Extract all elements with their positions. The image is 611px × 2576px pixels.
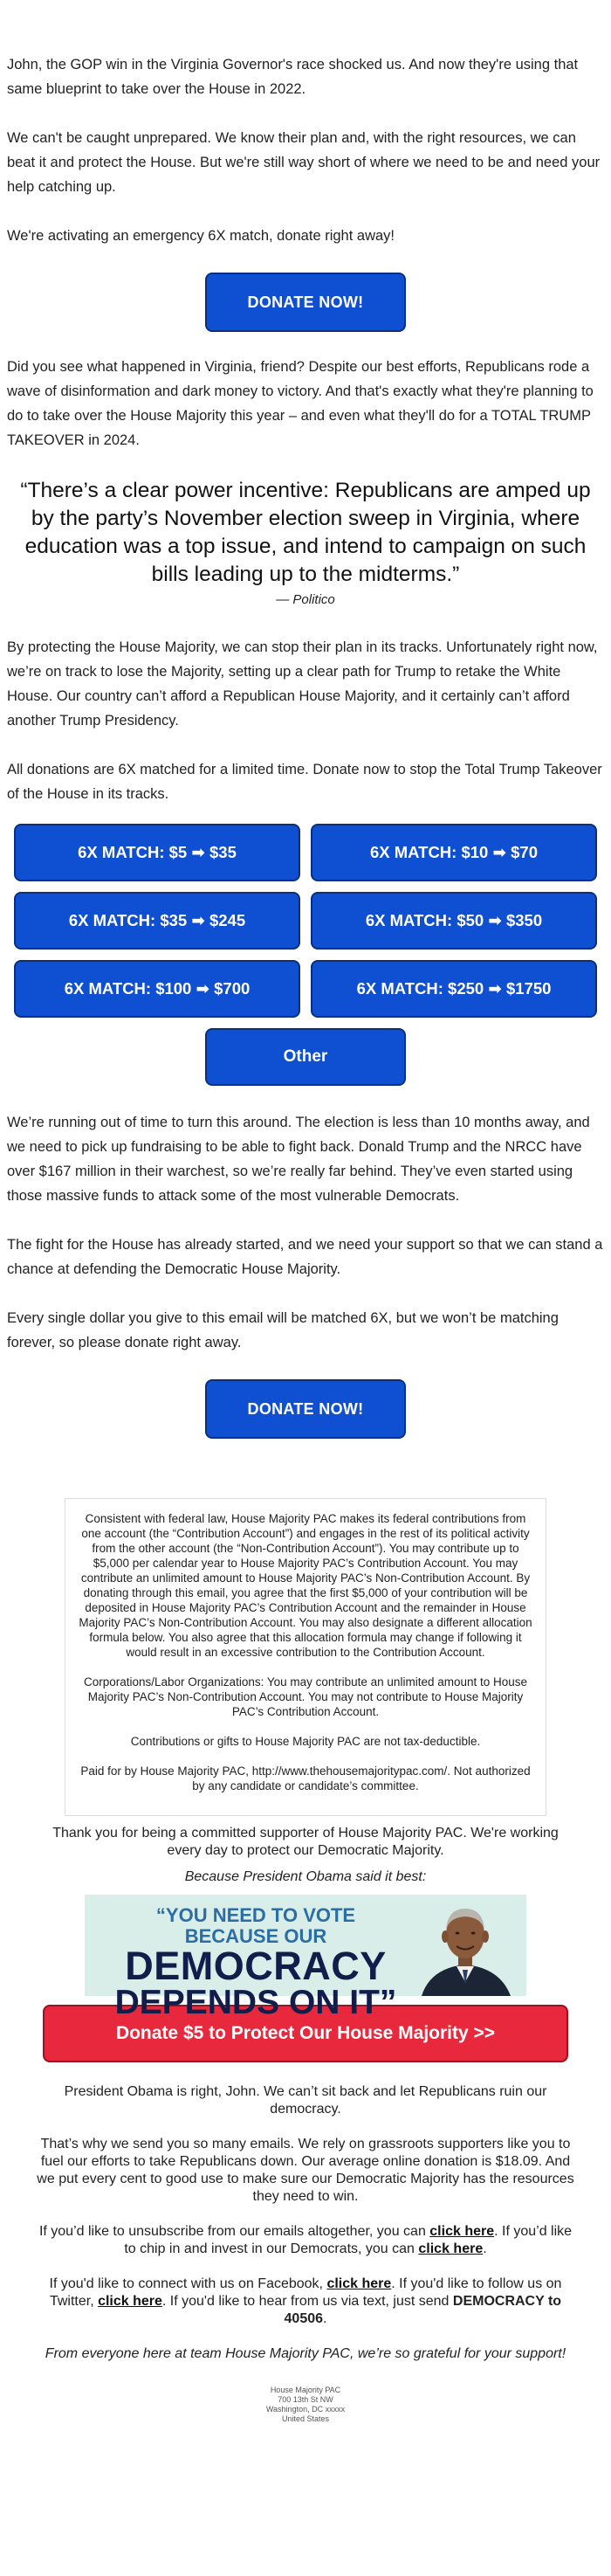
other-amount-button[interactable]: Other xyxy=(205,1028,406,1086)
body-paragraph: The fight for the House has already started, and we need your support so that we can stand a chance at defending the Democratic House Majority. xyxy=(7,1237,603,1277)
thanks-text: Thank you for being a committed supporter of House Majority PAC. We're working every day to protect our Democratic Majority. xyxy=(52,1826,559,1858)
other-amount-row xyxy=(7,1028,604,1086)
address-line: United States xyxy=(281,2414,330,2423)
match-10-button[interactable]: 6X MATCH: $10 ➡ $70 xyxy=(311,824,597,881)
banner-text xyxy=(107,1905,404,2020)
body-paragraph: Did you see what happened in Virginia, friend? Despite our best efforts, Republicans rode a wave of disinformation and dark money to victory. And that's exactly what they're planning to do to take over the House Majority this year – and even what they'll do for a TOTAL TRUMP TAKEOVER in 2024. xyxy=(7,359,594,448)
disclaimer-text: Corporations/Labor Organizations: You may contribute an unlimited amount to House Majority PAC’s Non-Contribution Account. You may not contribute to House Majority PAC’s Contribution Account. xyxy=(83,1675,528,1718)
intro-paragraph: John, the GOP win in the Virginia Governor's race shocked us. And now they're using that same blueprint to take over the House in 2022. xyxy=(7,57,579,97)
politico-quote: “There’s a clear power incentive: Republicans are amped up by the party’s November election sweep in Virginia, where education was a top issue, and intend to campaign on such bills leading up to the midterms.” xyxy=(20,479,591,586)
body-paragraph: We’re running out of time to turn this around. The election is less than 10 months away, and we need to pick up fundraising to be able to fight back. Donald Trump and the NRCC have over $167 million in their warchest, so we’re really far behind. They’ve even started using those massive funds to attack some of the most vulnerable Democrats. xyxy=(7,1115,590,1204)
obama-quote-banner[interactable] xyxy=(85,1895,526,2021)
disclaimer-text: Paid for by House Majority PAC, http://www.thehousemajoritypac.com/. Not authorized by any candidate or candidate’s committee. xyxy=(80,1765,531,1792)
quote-source: — Politico xyxy=(276,592,335,607)
body-paragraph: By protecting the House Majority, we can stop their plan in its tracks. Unfortunately right now, we’re on track to lose the Majority, setting up a clear path for Trump to retake the White House. Our country can’t afford a Republican House Majority, and it certainly can’t afford another Trump Presidency. xyxy=(7,639,598,729)
unsubscribe-link[interactable]: click here xyxy=(429,2224,495,2239)
invest-link[interactable]: click here xyxy=(418,2241,484,2256)
match-100-button[interactable]: 6X MATCH: $100 ➡ $700 xyxy=(14,960,300,1018)
match-5-button[interactable]: 6X MATCH: $5 ➡ $35 xyxy=(14,824,300,881)
disclaimer-text: Contributions or gifts to House Majority PAC are not tax-deductible. xyxy=(130,1735,481,1748)
address-line: Washington, DC xxxxx xyxy=(265,2405,346,2414)
donate-5-button[interactable]: Donate $5 to Protect Our House Majority >> xyxy=(43,2005,568,2062)
text-code: DEMOCRACY to 40506 xyxy=(284,2294,562,2326)
match-50-button[interactable]: 6X MATCH: $50 ➡ $350 xyxy=(311,892,597,950)
footer-text: . xyxy=(483,2241,487,2256)
intro-paragraph: We're activating an emergency 6X match, donate right away! xyxy=(7,228,395,244)
intro-paragraph: We can't be caught unprepared. We know their plan and, with the right resources, we can beat it and protect the House. But we're still way short of where we need to be and need your help catching up. xyxy=(7,130,601,195)
footer-text: . If you’d like to chip in and invest in our Democrats, you can xyxy=(124,2224,573,2256)
footer-text: If you'd like to connect with us on Facebook, xyxy=(49,2276,327,2291)
address-line: House Majority PAC xyxy=(270,2386,341,2394)
donate-now-row xyxy=(7,273,604,332)
email-body xyxy=(7,0,604,2424)
footer-text: If you’d like to unsubscribe from our emails altogether, you can xyxy=(38,2224,430,2239)
address-line: 700 13th St NW xyxy=(278,2395,333,2404)
obama-intro: Because President Obama said it best: xyxy=(184,1869,427,1884)
footer-paragraph: President Obama is right, John. We can’t sit back and let Republicans ruin our democracy. xyxy=(64,2084,547,2117)
closing-text: From everyone here at team House Majority PAC, we’re so grateful for your support! xyxy=(45,2346,566,2361)
donate-now-button[interactable]: DONATE NOW! xyxy=(205,273,406,332)
legal-disclaimer xyxy=(65,1498,546,1816)
footer-text: . If you'd like to hear from us via text, just send xyxy=(161,2294,453,2309)
banner-line: DEPENDS ON IT” xyxy=(114,1984,397,2021)
facebook-link[interactable]: click here xyxy=(326,2276,392,2291)
banner-line: DEMOCRACY xyxy=(125,1944,387,1988)
footer-paragraph: That’s why we send you so many emails. We rely on grassroots supporters like you to fuel our efforts to take Republicans down. Our average online donation is $18.09. And we put every cent to good use to make sure our Democratic Majority has the resources they need to win. xyxy=(37,2137,574,2204)
banner-line: “YOU NEED TO VOTE BECAUSE OUR xyxy=(155,1904,356,1947)
obama-portrait-icon xyxy=(404,1895,526,1996)
footer-text: . If you'd like to follow us on Twitter, xyxy=(49,2276,562,2309)
mailing-address xyxy=(35,2386,576,2424)
match-button-grid xyxy=(7,824,604,1018)
social-paragraph xyxy=(35,2276,576,2328)
footer xyxy=(35,1825,576,2424)
body-paragraph: Every single dollar you give to this email will be matched 6X, but we won’t be matching forever, so please donate right away. xyxy=(7,1310,559,1350)
footer-text: . xyxy=(323,2311,327,2326)
match-250-button[interactable]: 6X MATCH: $250 ➡ $1750 xyxy=(311,960,597,1018)
body-paragraph: All donations are 6X matched for a limited time. Donate now to stop the Total Trump Takeover of the House in its tracks. xyxy=(7,762,602,802)
match-35-button[interactable]: 6X MATCH: $35 ➡ $245 xyxy=(14,892,300,950)
donate-now-row xyxy=(7,1379,604,1439)
unsubscribe-paragraph xyxy=(35,2223,576,2258)
donate-now-button[interactable]: DONATE NOW! xyxy=(205,1379,406,1439)
disclaimer-text: Consistent with federal law, House Majority PAC makes its federal contributions from one account (the “Contribution Account”) and engages in the rest of its political activity from the other account (the “Non-Contribution Account”). You may contribute up to $5,000 per calendar year to House Majority PAC’s Contribution Account. You may contribute an unlimited amount to House Majority PAC’s Non-Contribution Account. By donating through this email, you agree that the first $5,000 of your contribution will be deposited in House Majority PAC’s Contribution Account and the remainder in House Majority PAC’s Non-Contribution Account. You may also designate a different allocation formula below. You also agree that this allocation formula may change if following it would result in an excessive contribution to the Contribution Account. xyxy=(79,1512,532,1659)
twitter-link[interactable]: click here xyxy=(98,2294,162,2309)
